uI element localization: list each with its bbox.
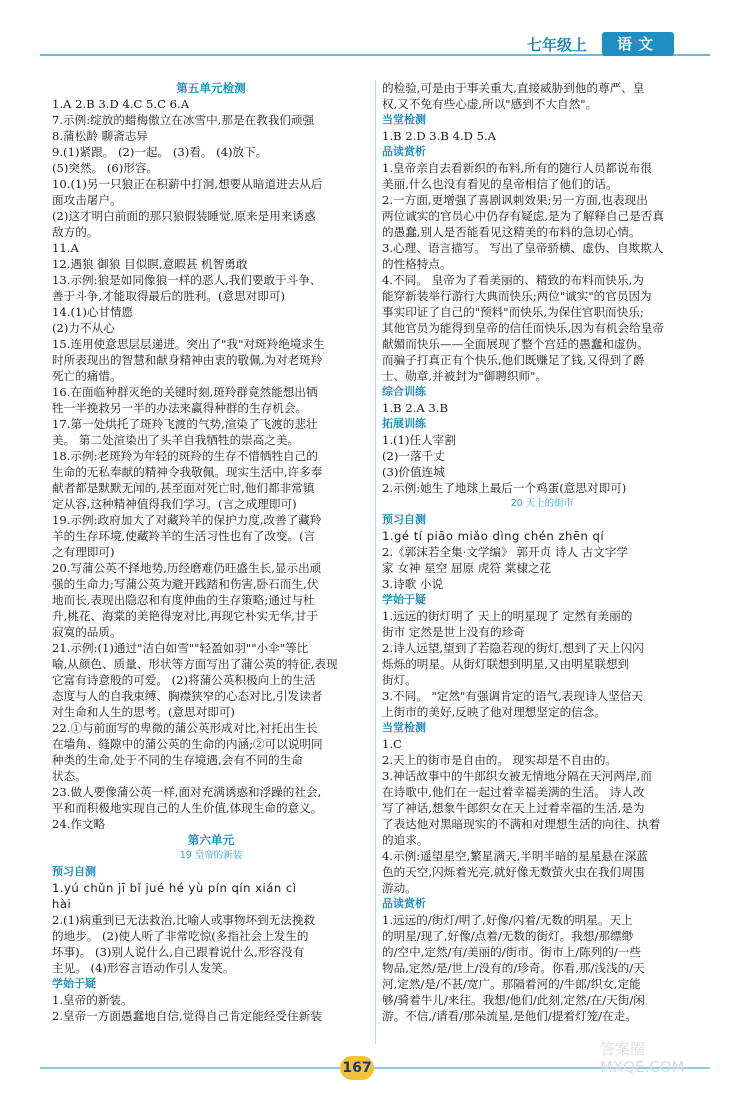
- answer-line: 状态。: [52, 769, 87, 783]
- answer-line: (2)一落千丈: [382, 449, 445, 463]
- answer-line: 献媚而快乐——全面展现了整个宫廷的愚蠢和虚伪。: [382, 337, 649, 351]
- answer-line: 14.(1)心甘情愿: [52, 305, 134, 319]
- answer-line: 游动。: [382, 881, 417, 895]
- answer-line: 9.(1)紧跟。 (2)一起。 (3)看。 (4)放下。: [52, 145, 268, 159]
- answer-line: 12.遇狼 御狼 目似瞑,意暇甚 机智勇敢: [52, 257, 248, 271]
- answer-line: 2.皇帝一方面愚蠢地自信,觉得自己肯定能经受住新装: [52, 1009, 322, 1023]
- answer-line: 它富有诗意般的可爱。 (2)将蒲公英积极向上的生活: [52, 673, 316, 687]
- lesson-title: 20 天上的街市: [510, 498, 574, 509]
- answer-line: 街灯。: [382, 673, 417, 687]
- answer-line: 时所表现出的智慧和献身精神由衷的敬佩,为对老斑羚: [52, 353, 323, 367]
- answer-line: (2)这才明白前面的那只狼假装睡觉,原来是用来诱惑: [52, 209, 316, 223]
- watermark-line1: 答案圈: [600, 1040, 646, 1058]
- answer-line: 3.神话故事中的牛郎织女被无情地分隔在天河两岸,而: [382, 769, 652, 783]
- answer-line: 之有理即可): [52, 545, 115, 559]
- answer-line: 8.蒲松龄 聊斋志异: [52, 129, 148, 143]
- unit-title: 第六单元: [187, 833, 235, 847]
- answer-line: 7.示例:绽放的蜡梅傲立在冰雪中,那是在教我们顽强: [52, 113, 315, 127]
- pinyin-line: 1.gé tí piāo miǎo dìng chén zhēn qí: [382, 529, 605, 543]
- answer-line: 定从容,这种精神值得我们学习。(言之成理即可): [52, 497, 297, 511]
- subject-badge: 语文: [602, 32, 674, 56]
- answer-line: 美。 第二处渲染出了头羊自我牺牲的崇高之美。: [52, 433, 300, 447]
- answer-line: 两位诚实的官员心中仍存有疑虑,是为了解释自己是否真: [382, 209, 664, 223]
- answer-line: 23.做人要像蒲公英一样,面对充满诱惑和浮躁的社会,: [52, 785, 322, 799]
- answer-line: 游。不信,/请看/那朵流星,是他们/提着灯笼/在走。: [382, 1009, 637, 1023]
- answer-line: 升,桃花、海棠的美艳得宠对比,再现它朴实无华,甘于: [52, 609, 319, 623]
- section-heading: 品读赏析: [382, 897, 426, 910]
- section-heading: 学始于疑: [52, 977, 96, 990]
- answer-line: 平和而积极地实现自己的人生价值,体现生命的意义。: [52, 801, 323, 815]
- answer-line: 1.皇帝亲自去看新织的布料,所有的随行人员都说布很: [382, 161, 652, 175]
- answer-line: 了表达他对黑暗现实的不满和对理想生活的向往、执着: [382, 817, 661, 831]
- section-heading: 预习自测: [382, 513, 426, 526]
- answer-line: 16.在面临种群灭绝的关键时刻,斑羚群竟然能想出牺: [52, 385, 318, 399]
- answer-line: 的性格特点。: [382, 257, 452, 271]
- answer-line: 1.(1)任人宰割: [382, 433, 456, 447]
- answer-line: 够/骑着牛儿/来往。我想/他们/此刻,定然/在/天街/闲: [382, 993, 645, 1007]
- answer-line: 种类的生命,处于不同的生存境遇,会有不同的生命: [52, 753, 303, 767]
- answer-line: 1.A 2.B 3.D 4.C 5.C 6.A: [52, 97, 190, 111]
- answer-line: 2.诗人远望,望到了若隐若现的街灯,想到了天上闪闪: [382, 641, 644, 655]
- answer-line: 喻,从颜色、质量、形状等方面写出了蒲公英的特征,表现: [52, 657, 338, 671]
- answer-line: 的追求。: [382, 833, 429, 847]
- answer-line: 事实印证了自己的"预料"而快乐,为保住官职而快乐;: [382, 305, 644, 319]
- answer-line: 士、勋章,并被封为"御聘织师"。: [382, 369, 548, 383]
- section-heading: 学始于疑: [382, 593, 426, 606]
- answer-line: 24.作文略: [52, 817, 106, 831]
- answer-line: 生命的无私奉献的精神令我敬佩。现实生活中,许多奉: [52, 465, 323, 479]
- answer-line: 死亡的痛惜。: [52, 369, 122, 383]
- answer-line: 寂寞的品质。: [52, 625, 122, 639]
- unit-title: 第五单元检测: [176, 81, 246, 95]
- answer-line: 权,又不免有些心虚,所以"感到不大自然"。: [382, 97, 598, 111]
- answer-line: 4.示例:遥望星空,繁星满天,半明半暗的星星悬在深蓝: [382, 849, 648, 863]
- section-heading: 拓展训练: [382, 417, 426, 430]
- answer-line: 3.诗歌 小说: [382, 577, 444, 591]
- right-column: [382, 80, 702, 1024]
- answer-line: 对生命和人生的思考。(意思对即可): [52, 705, 235, 719]
- answer-line: (2)力不从心: [52, 321, 115, 335]
- answer-line: 能穿新装举行游行大典而快乐;两位"诚实"的官员因为: [382, 289, 652, 303]
- answer-line: 的明星/现了,好像/点着/无数的街灯。我想/那缥缈: [382, 929, 634, 943]
- watermark: [600, 1040, 740, 1095]
- answer-line: 献者都是默默无闻的,甚至面对死亡时,他们都非常镇: [52, 481, 315, 495]
- answer-line: 18.示例:老斑羚为年轻的斑羚的生存不惜牺牲自己的: [52, 449, 318, 463]
- answer-line: 1.B 2.A 3.B: [382, 401, 448, 415]
- answer-line: 牲一半挽救另一半的办法来赢得种群的生存机会。: [52, 401, 308, 415]
- answer-line: 21.示例:(1)通过"洁白如雪""轻盈如羽""小伞"等比: [52, 641, 309, 655]
- section-heading: 综合训练: [382, 385, 426, 398]
- answer-line: 而骗子打真正有个快乐,他们既赚足了钱,又得到了爵: [382, 353, 645, 367]
- answer-line: 的/空中,定然/有/美丽的/街市。街市上/陈列的/一些: [382, 945, 641, 959]
- answer-line: 物品,定然/是/世上/没有的/珍奇。你看,那/浅浅的/天: [382, 961, 645, 975]
- answer-line: 的愚蠢,别人是否能看见这精美的布料的急切心情。: [382, 225, 641, 239]
- pinyin-line: hài: [52, 897, 72, 911]
- answer-line: 的地步。 (2)使人听了非常吃惊(多指社会上发生的: [52, 929, 309, 943]
- page-number: 167: [340, 1056, 374, 1080]
- answer-line: (3)价值连城: [382, 465, 445, 479]
- answer-line: 2.示例:她生了地球上最后一个鸡蛋(意思对即可): [382, 481, 627, 495]
- answer-line: 2.一方面,更增强了喜剧讽刺效果;另一方面,也表现出: [382, 193, 648, 207]
- answer-line: 1.远远的街灯明了 天上的明星现了 定然有美丽的: [382, 609, 633, 623]
- watermark-line2: MXQE.COM: [600, 1058, 685, 1076]
- answer-line: 11.A: [52, 241, 79, 255]
- answer-line: 地而长,表现出隐忍和有度伸曲的生存策略;通过与杜: [52, 593, 315, 607]
- section-heading: 预习自测: [52, 865, 96, 878]
- answer-line: 在诗歌中,他们在一起过着幸福美满的生活。 诗人改: [382, 785, 645, 799]
- answer-line: 态度与人的自我束缚、胸襟狭窄的心态对比,引发读者: [52, 689, 323, 703]
- answer-line: 美丽,什么也没有看见的皇帝相信了他们的话。: [382, 177, 618, 191]
- answer-line: 2.《郭沫若全集·文学编》 郭开贞 诗人 古文字学: [382, 545, 629, 559]
- answer-line: 其他官员为能得到皇帝的信任而快乐,因为有机会给皇帝: [382, 321, 664, 335]
- answer-line: 敌方的。: [52, 225, 99, 239]
- answer-line: 坏事)。 (3)别人说什么,自己跟着说什么,形容没有: [52, 945, 305, 959]
- answer-line: 22.①与前面写的卑微的蒲公英形成对比,衬托出生长: [52, 721, 318, 735]
- section-heading: 品读赏析: [382, 145, 426, 158]
- section-heading: 当堂检测: [382, 113, 426, 126]
- answer-line: 15.连用使意思层层递进。突出了"我"对斑羚绝境求生: [52, 337, 325, 351]
- answer-line: 主见。 (4)形容言语动作引人发笑。: [52, 961, 235, 975]
- answer-line: 3.心理、语言描写。 写出了皇帝骄横、虚伪、自欺欺人: [382, 241, 664, 255]
- answer-line: 13.示例:狼是如同像狼一样的恶人,我们要敢于斗争、: [52, 273, 322, 287]
- pinyin-line: 1.yú chǔn jī bǐ jué hé yù pín qín xián cì: [52, 881, 297, 895]
- answer-line: 河,定然/是/不甚/宽广。那隔着河的/牛郎/织女,定能: [382, 977, 641, 991]
- answer-line: 2.天上的街市是自由的。 现实却是不自由的。: [382, 753, 618, 767]
- answer-line: 1.远远的/街灯/明了,好像/闪着/无数的明星。天上: [382, 913, 633, 927]
- answer-line: 19.示例:政府加大了对藏羚羊的保护力度,改善了藏羚: [52, 513, 322, 527]
- answer-line: 色的天空,闪烁着光亮,就好像无数萤火虫在我们周围: [382, 865, 645, 879]
- answer-line: 在墙角、缝隙中的蒲公英的生命的内涵;②可以说明同: [52, 737, 323, 751]
- answer-line: 1.B 2.D 3.B 4.D 5.A: [382, 129, 497, 143]
- answer-line: 1.C: [382, 737, 402, 751]
- answer-line: 1.皇帝的新装。: [52, 993, 133, 1007]
- left-column: [52, 80, 370, 1024]
- answer-line: 烁烁的明星。从街灯联想到明星,又由明星联想到: [382, 657, 630, 671]
- answer-line: 羊的生存环境,使藏羚羊的生活习性也有了改变。(言: [52, 529, 316, 543]
- answer-line: 强的生命力;写蒲公英为避开践踏和伤害,卧石而生,伏: [52, 577, 319, 591]
- answer-line: 善于斗争,才能取得最后的胜利。(意思对即可): [52, 289, 286, 303]
- answer-line: 上街市的美好,反映了他对理想坚定的信念。: [382, 705, 606, 719]
- answer-line: 4.不同。 皇帝为了看美丽的、精致的布料而快乐,为: [382, 273, 644, 287]
- answer-line: 3.不同。 "定然"有强调肯定的语气,表现诗人坚信天: [382, 689, 643, 703]
- answer-line: 20.写蒲公英不择地势,历经磨难仍旺盛生长,显示出顽: [52, 561, 322, 575]
- answer-line: 的检验,可是由于事关重大,直接威胁到他的尊严、皇: [382, 81, 645, 95]
- section-heading: 当堂检测: [382, 721, 426, 734]
- answer-line: 写了神话,想象牛郎织女在天上过着幸福的生活,是为: [382, 801, 645, 815]
- lesson-title: 19 皇帝的新装: [179, 850, 243, 861]
- answer-line: 2.(1)病重到已无法救治,比喻人或事物坏到无法挽救: [52, 913, 316, 927]
- grade-label: 七年级上: [527, 36, 588, 54]
- answer-line: 10.(1)另一只狼正在积薪中打洞,想要从暗道进去从后: [52, 177, 323, 191]
- answer-line: 家 女神 星空 屈原 虎符 棠棣之花: [382, 561, 552, 575]
- answer-line: 面攻击屠户。: [52, 193, 122, 207]
- answer-line: 17.第一处烘托了斑羚飞渡的气势,渲染了飞渡的悲壮: [52, 417, 318, 431]
- answer-line: (5)突然。 (6)形容。: [52, 161, 159, 175]
- column-divider: [375, 80, 376, 1044]
- answer-line: 街市 定然是世上没有的珍奇: [382, 625, 525, 639]
